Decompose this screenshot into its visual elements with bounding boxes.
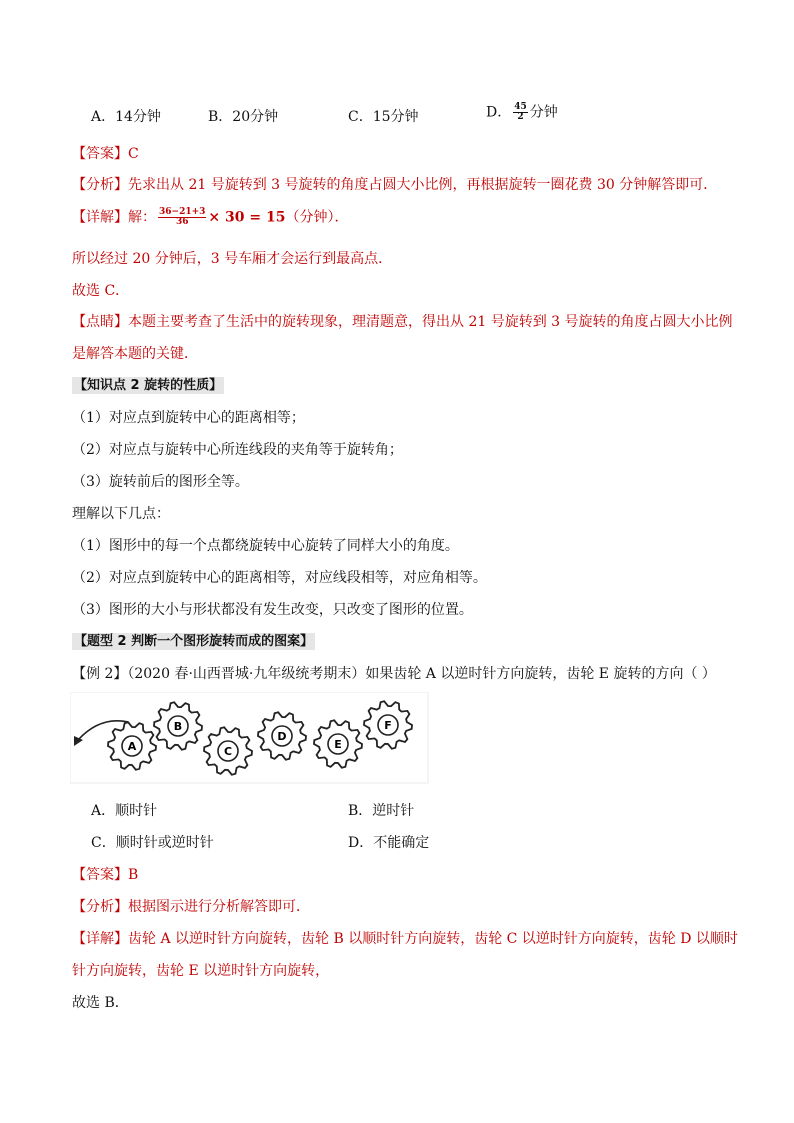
knowledge-item: （1）对应点到旋转中心的距离相等； [72, 410, 305, 426]
knowledge-2-title-text: 【知识点 2 旋转的性质】 [74, 378, 223, 393]
gear-label: A [127, 740, 137, 753]
knowledge-2-title [72, 377, 224, 395]
analysis-1 [72, 176, 717, 194]
analysis-tag: 【分析】 [72, 899, 128, 915]
analysis-2 [72, 898, 310, 916]
comment-line-2: 是解答本题的关键． [72, 346, 198, 362]
option-d: D．不能确定 [348, 835, 430, 851]
choose-2: 故选 B． [72, 995, 129, 1011]
example-text: （2020 春·山西晋城·九年级统考期末）如果齿轮 A 以逆时针方向旋转，齿轮 E 旋转的方向（ ） [127, 666, 716, 682]
fraction-numerator: 45 [514, 102, 527, 112]
comment-tag: 【点睛】 [72, 314, 128, 330]
comment-line-1 [72, 313, 733, 331]
option-d-unit: 分钟 [529, 104, 558, 121]
analysis-text: 先求出从 21 号旋转到 3 号旋转的角度占圆大小比例，再根据旋转一圈花费 30 分钟解答即可． [128, 177, 718, 193]
gear-label: D [277, 730, 287, 743]
detail-1 [72, 208, 348, 227]
option-d-prefix: D． [486, 104, 512, 121]
example-2 [72, 665, 716, 683]
gears-figure [70, 692, 430, 784]
option-a: A．顺时针 [91, 803, 158, 819]
option-b: B．20分钟 [208, 109, 279, 125]
type-2-title [72, 633, 315, 651]
answer-tag: 【答案】 [72, 867, 128, 883]
example-tag: 【例 2】 [72, 666, 128, 682]
option-d [486, 103, 558, 122]
detail-prefix: 解： [128, 209, 156, 226]
detail-1-conclusion: 所以经过 20 分钟后，3 号车厢才会运行到最高点． [72, 251, 393, 267]
gear-label: E [334, 738, 342, 751]
detail-2-line-1 [72, 930, 738, 948]
detail-2-line-2: 针方向旋转，齿轮 E 以逆时针方向旋转， [72, 963, 330, 979]
answer-text: B [128, 867, 139, 883]
gear-label: B [173, 720, 183, 733]
option-d-fraction [513, 103, 528, 122]
option-b: B．逆时针 [348, 803, 415, 819]
knowledge-item: （2）对应点与旋转中心所连线段的夹角等于旋转角； [72, 442, 403, 458]
gear-label: F [384, 719, 392, 732]
answer-text: C [128, 146, 139, 162]
detail-fraction [158, 208, 206, 227]
answer-1 [72, 145, 139, 163]
choose-1: 故选 C． [72, 283, 130, 299]
analysis-text: 根据图示进行分析解答即可． [128, 899, 310, 915]
fraction-denominator: 2 [517, 112, 524, 122]
answer-2 [72, 866, 138, 884]
detail-expression: × 30 = 15 [208, 209, 286, 226]
understand-point: （3）图形的大小与形状都没有发生改变，只改变了图形的位置。 [72, 602, 473, 618]
answer-tag: 【答案】 [72, 146, 128, 162]
detail-tag: 【详解】 [72, 931, 128, 947]
understand-point: （1）图形中的每一个点都绕旋转中心旋转了同样大小的角度。 [72, 538, 459, 554]
fraction-numerator: 36−21+3 [159, 207, 206, 217]
fraction-denominator: 36 [175, 217, 189, 227]
understand-heading: 理解以下几点： [72, 506, 170, 522]
knowledge-item: （3）旋转前后的图形全等。 [72, 474, 249, 490]
analysis-tag: 【分析】 [72, 177, 128, 193]
option-c: C．顺时针或逆时针 [91, 835, 214, 851]
detail-tag: 【详解】 [72, 209, 128, 226]
comment-text: 本题主要考查了生活中的旋转现象，理清题意，得出从 21 号旋转到 3 号旋转的角度占圆大小比例 [128, 314, 733, 330]
gear-label: C [223, 745, 233, 758]
detail-suffix: （分钟）． [285, 209, 349, 226]
option-a: A．14分钟 [91, 109, 161, 125]
option-c: C．15分钟 [348, 109, 419, 125]
detail-text: 齿轮 A 以逆时针方向旋转，齿轮 B 以顺时针方向旋转，齿轮 C 以逆时针方向旋转，齿轮 D 以顺时 [128, 931, 738, 947]
understand-point: （2）对应点到旋转中心的距离相等，对应线段相等，对应角相等。 [72, 570, 487, 586]
type-2-title-text: 【题型 2 判断一个图形旋转而成的图案】 [74, 634, 314, 649]
